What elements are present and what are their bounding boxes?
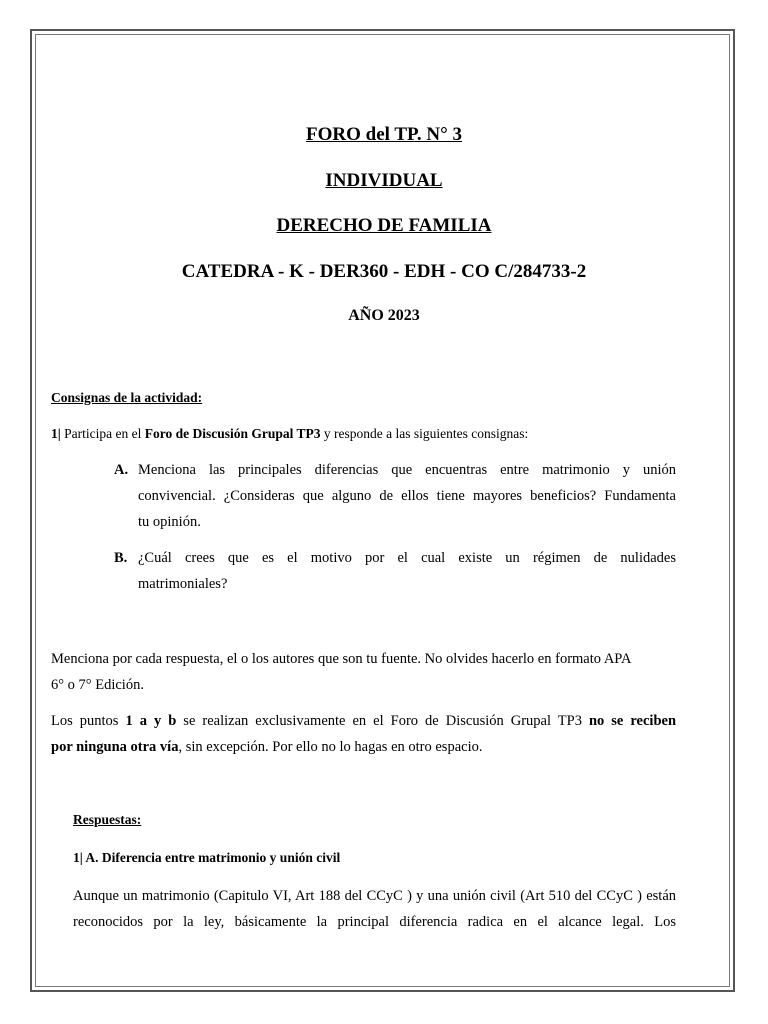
document-catedra: CATEDRA - K - DER360 - EDH - CO C/284733-2	[181, 261, 587, 282]
respuestas-heading: Respuestas:	[73, 812, 142, 827]
item-b-line: ¿Cuál crees que es el motivo por el cual existe un régimen de nulidades	[138, 550, 676, 566]
consignas-heading: Consignas de la actividad:	[51, 390, 203, 405]
apa-note	[51, 646, 691, 698]
respuesta-line: Aunque un matrimonio (Capitulo VI, Art 188 del CCyC ) y una unión civil (Art 510 del CCyC ) están	[73, 888, 676, 904]
puntos-note-line: por ninguna otra vía, sin excepción. Por ello no lo hagas en otro espacio.	[51, 739, 483, 755]
intro-forum-name: Foro de Discusión Grupal TP3	[144, 426, 321, 441]
respuestas-subheading: 1| A. Diferencia entre matrimonio y unión civil	[73, 850, 341, 865]
document-mode: INDIVIDUAL	[325, 170, 443, 191]
consignas-intro	[51, 421, 528, 447]
apa-note-line: 6° o 7° Edición.	[51, 677, 144, 693]
item-b-letter: B.	[114, 550, 128, 566]
item-a-line: Menciona las principales diferencias que encuentras entre matrimonio y unión	[138, 462, 676, 478]
item-a-letter: A.	[114, 462, 129, 478]
document-title: FORO del TP. N° 3	[306, 124, 462, 145]
item-a-line: tu opinión.	[138, 514, 201, 530]
intro-text-b: y responde a las siguientes consignas:	[320, 426, 529, 441]
document-subject: DERECHO DE FAMILIA	[276, 215, 492, 236]
item-a-text	[138, 457, 676, 535]
item-b-line: matrimoniales?	[138, 576, 228, 592]
item-a-line: convivencial. ¿Consideras que alguno de ellos tiene mayores beneficios? Fundamenta	[138, 488, 676, 504]
intro-number: 1|	[51, 426, 61, 441]
document-year: AÑO 2023	[348, 307, 420, 324]
item-b-text	[138, 545, 676, 597]
puntos-note	[51, 708, 676, 760]
respuesta-paragraph	[73, 883, 676, 935]
puntos-note-line: Los puntos 1 a y b se realizan exclusivamente en el Foro de Discusión Grupal TP3 no se reciben	[51, 713, 677, 729]
respuesta-line: reconocidos por la ley, básicamente la principal diferencia radica en el alcance legal. Los	[73, 914, 676, 930]
apa-note-line: Menciona por cada respuesta, el o los autores que son tu fuente. No olvides hacerlo en formato APA	[51, 651, 632, 667]
intro-text-a: Participa en el	[60, 426, 145, 441]
